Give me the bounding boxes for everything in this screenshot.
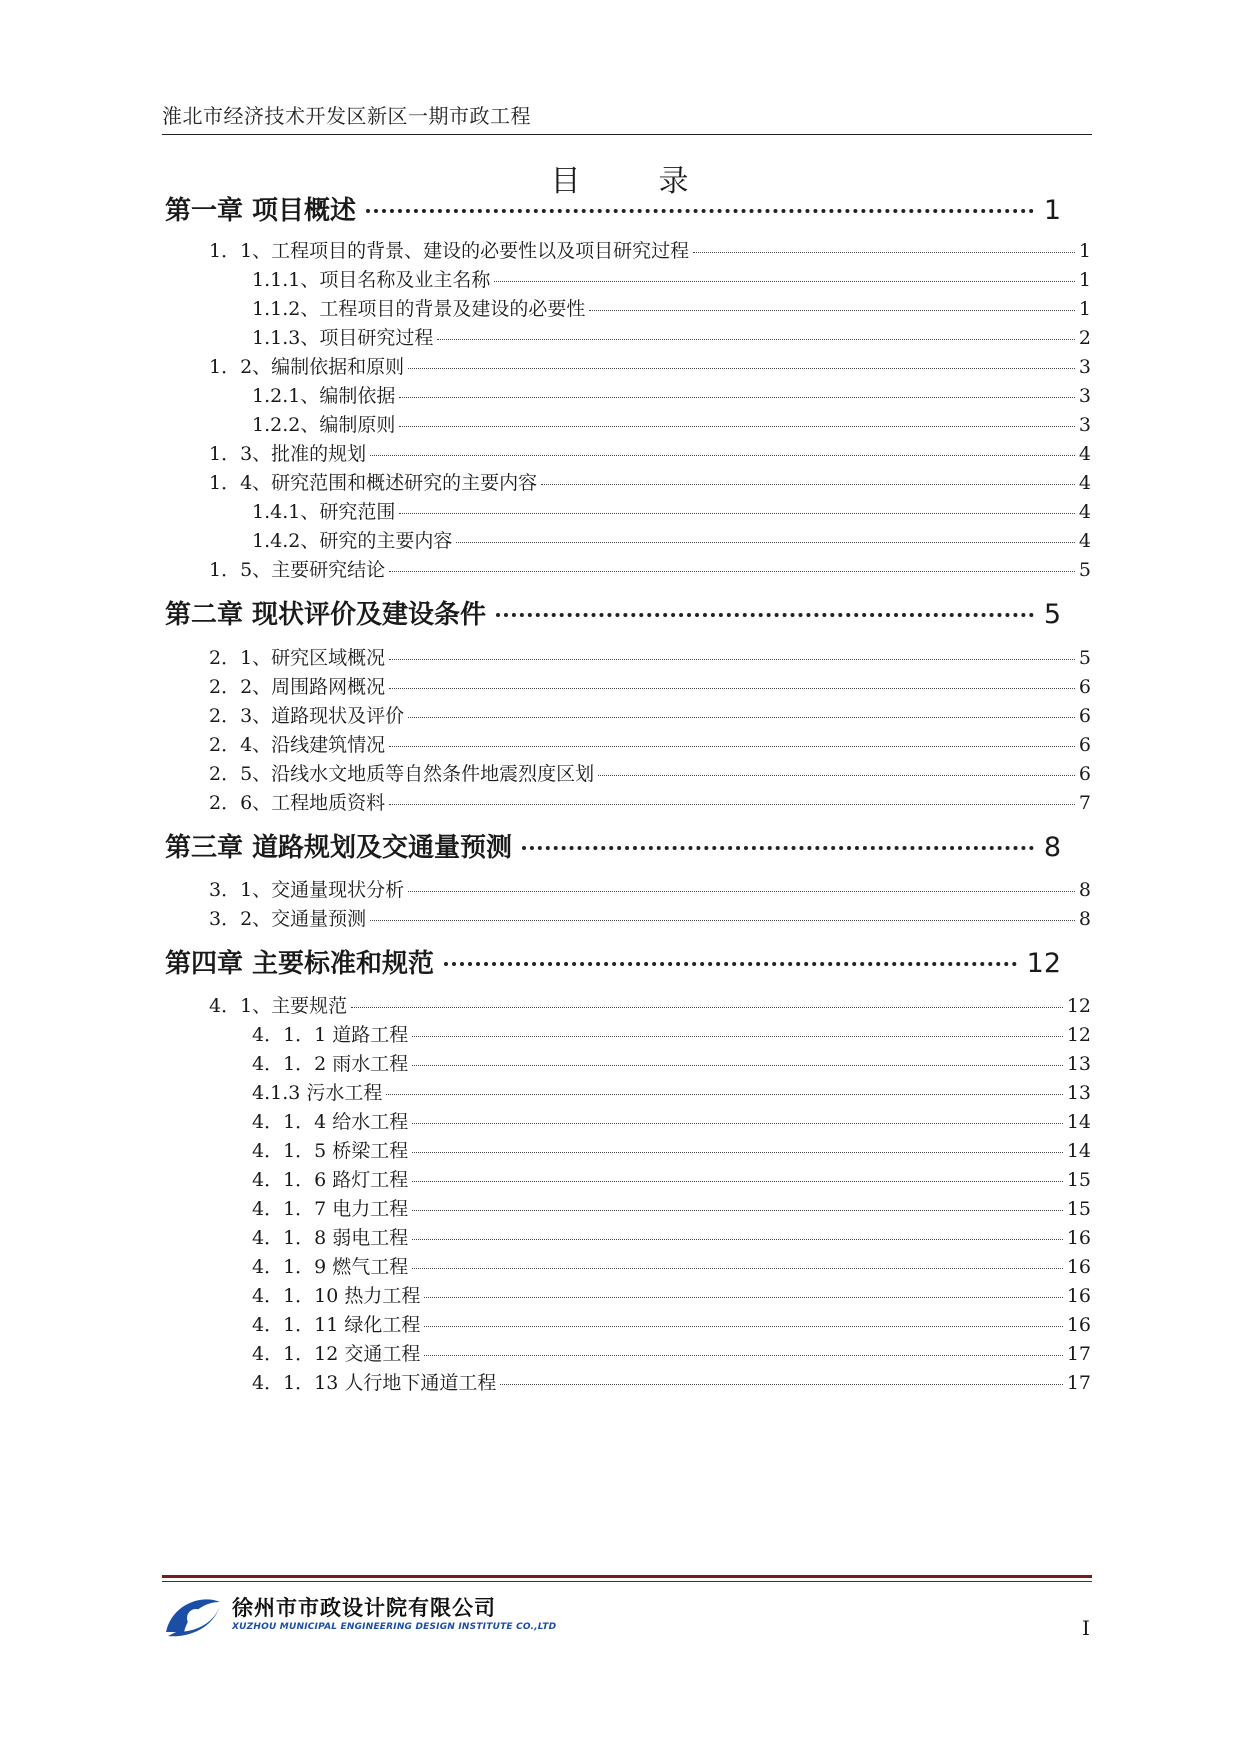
toc-entry-section[interactable] [209,788,1091,815]
toc-dot-leader [389,659,1075,660]
toc-entry-section[interactable] [209,439,1091,466]
company-name-en: XUZHOU MUNICIPAL ENGINEERING DESIGN INSTITUTE CO.,LTD [232,1622,557,1632]
toc-entry-sub[interactable] [252,1165,1091,1192]
toc-entry-section[interactable] [209,555,1091,582]
toc-dot-leader [424,1297,1062,1298]
toc-entry-page-number: 13 [1066,1082,1091,1104]
toc-entry-section[interactable] [209,730,1091,757]
page-number: I [1082,1616,1090,1640]
toc-dot-leader [412,1123,1063,1124]
toc-entry-label: 第四章 主要标准和规范 [165,949,435,979]
toc-entry-label: 1．4、研究范围和概述研究的主要内容 [209,472,538,494]
toc-entry-label: 1．2、编制依据和原则 [209,356,405,378]
toc-entry-sub[interactable] [252,265,1091,292]
toc-entry-label: 1．1、工程项目的背景、建设的必要性以及项目研究过程 [209,240,690,262]
toc-entry-page-number: 5 [1043,599,1061,630]
toc-entry-sub[interactable] [252,1049,1091,1076]
toc-dot-leader [389,688,1075,689]
toc-dot-leader [693,252,1075,253]
toc-dot-leader [496,613,1034,617]
toc-entry-sub[interactable] [252,1194,1091,1221]
footer-rule-thin [162,1581,1092,1582]
toc-entry-page-number: 14 [1066,1140,1091,1162]
toc-entry-page-number: 6 [1078,705,1091,727]
toc-entry-label: 1．5、主要研究结论 [209,559,386,581]
toc-title-char-1: 目 [550,164,583,199]
toc-entry-page-number: 13 [1066,1053,1091,1075]
toc-entry-page-number: 3 [1078,356,1091,378]
toc-dot-leader [494,281,1075,282]
toc-title-char-2: 录 [658,164,691,199]
toc-entry-page-number: 8 [1078,879,1091,901]
toc-entry-page-number: 17 [1066,1372,1091,1394]
toc-entry-page-number: 5 [1078,559,1091,581]
toc-entry-section[interactable] [209,904,1091,931]
toc-entry-section[interactable] [209,701,1091,728]
toc-entry-sub[interactable] [252,1310,1091,1337]
toc-entry-page-number: 16 [1066,1285,1091,1307]
toc-entry-page-number: 4 [1078,530,1091,552]
toc-entry-page-number: 17 [1066,1343,1091,1365]
toc-entry-label: 2．6、工程地质资料 [209,792,386,814]
toc-entry-label: 4．1．6 路灯工程 [252,1169,409,1191]
toc-entry-sub[interactable] [252,1020,1091,1047]
toc-entry-label: 4．1．9 燃气工程 [252,1256,409,1278]
toc-entry-label: 4．1．1 道路工程 [252,1024,409,1046]
toc-entry-label: 4．1．8 弱电工程 [252,1227,409,1249]
toc-entry-page-number: 15 [1066,1198,1091,1220]
toc-entry-label: 2．2、周围路网概况 [209,676,386,698]
toc-dot-leader [408,891,1075,892]
toc-dot-leader [366,209,1034,213]
toc-entry-sub[interactable] [252,294,1091,321]
toc-entry-sub[interactable] [252,1078,1091,1105]
toc-dot-leader [370,455,1075,456]
toc-dot-leader [424,1326,1062,1327]
toc-entry-sub[interactable] [252,1107,1091,1134]
toc-dot-leader [589,310,1075,311]
toc-entry-page-number: 1 [1078,269,1091,291]
toc-entry-page-number: 8 [1078,908,1091,930]
toc-entry-label: 4．1．4 给水工程 [252,1111,409,1133]
toc-entry-sub[interactable] [252,1368,1091,1395]
toc-dot-leader [351,1007,1063,1008]
xzmedi-logo-icon [162,1592,224,1640]
toc-entry-label: 4．1、主要规范 [209,995,348,1017]
toc-entry-label: 第二章 现状评价及建设条件 [165,600,487,630]
toc-entry-label: 1．3、批准的规划 [209,443,367,465]
toc-entry-sub[interactable] [252,1223,1091,1250]
toc-entry-page-number: 3 [1078,385,1091,407]
page-header-title: 淮北市经济技术开发区新区一期市政工程 [162,104,531,128]
toc-dot-leader [412,1152,1063,1153]
toc-dot-leader [598,775,1075,776]
toc-entry-chapter[interactable] [165,594,1061,631]
toc-entry-label: 3．2、交通量预测 [209,908,367,930]
toc-entry-page-number: 6 [1078,734,1091,756]
toc-dot-leader [399,397,1075,398]
toc-entry-page-number: 16 [1066,1314,1091,1336]
toc-entry-label: 1.1.2、工程项目的背景及建设的必要性 [252,298,586,320]
toc-entry-chapter[interactable] [165,827,1061,864]
toc-dot-leader [541,484,1075,485]
toc-entry-page-number: 14 [1066,1111,1091,1133]
toc-entry-page-number: 1 [1078,298,1091,320]
toc-entry-page-number: 6 [1078,763,1091,785]
toc-entry-label: 第三章 道路规划及交通量预测 [165,833,513,863]
toc-entry-label: 4．1．13 人行地下通道工程 [252,1372,497,1394]
toc-dot-leader [412,1210,1063,1211]
toc-entry-label: 4．1．2 雨水工程 [252,1053,409,1075]
toc-entry-section[interactable] [209,352,1091,379]
company-name-cn: 徐州市市政设计院有限公司 [232,1596,496,1620]
toc-dot-leader [399,426,1075,427]
toc-entry-page-number: 6 [1078,676,1091,698]
toc-entry-label: 1.4.1、研究范围 [252,501,396,523]
toc-entry-section[interactable] [209,643,1091,670]
toc-entry-section[interactable] [209,875,1091,902]
toc-entry-label: 4．1．12 交通工程 [252,1343,421,1365]
toc-entry-label: 4．1．5 桥梁工程 [252,1140,409,1162]
toc-entry-label: 1.2.1、编制依据 [252,385,396,407]
toc-dot-leader [399,513,1075,514]
footer-rule-thick [162,1575,1092,1578]
toc-entry-label: 1.4.2、研究的主要内容 [252,530,453,552]
header-rule [162,134,1092,135]
toc-entry-section[interactable] [209,672,1091,699]
toc-dot-leader [412,1036,1063,1037]
toc-dot-leader [424,1355,1062,1356]
toc-entry-page-number: 12 [1026,948,1061,979]
toc-dot-leader [412,1065,1063,1066]
toc-entry-label: 2．4、沿线建筑情况 [209,734,386,756]
toc-entry-label: 3．1、交通量现状分析 [209,879,405,901]
toc-entry-page-number: 12 [1066,1024,1091,1046]
toc-dot-leader [370,920,1075,921]
toc-entry-chapter[interactable] [165,943,1061,980]
toc-entry-label: 1.1.1、项目名称及业主名称 [252,269,491,291]
toc-dot-leader [500,1384,1062,1385]
toc-entry-label: 4.1.3 污水工程 [252,1082,383,1104]
toc-entry-sub[interactable] [252,323,1091,350]
toc-entry-page-number: 1 [1078,240,1091,262]
toc-entry-label: 4．1．7 电力工程 [252,1198,409,1220]
toc-dot-leader [456,542,1075,543]
toc-entry-label: 4．1．10 热力工程 [252,1285,421,1307]
toc-dot-leader [412,1181,1063,1182]
toc-entry-page-number: 1 [1043,195,1061,226]
toc-entry-page-number: 16 [1066,1227,1091,1249]
toc-entry-page-number: 4 [1078,472,1091,494]
toc-entry-sub[interactable] [252,1281,1091,1308]
toc-entry-page-number: 4 [1078,443,1091,465]
toc-entry-page-number: 16 [1066,1256,1091,1278]
toc-dot-leader [412,1268,1063,1269]
toc-dot-leader [389,571,1075,572]
toc-entry-sub[interactable] [252,1339,1091,1366]
toc-entry-sub[interactable] [252,497,1091,524]
toc-dot-leader [389,804,1075,805]
toc-dot-leader [386,1094,1062,1095]
toc-entry-sub[interactable] [252,1136,1091,1163]
toc-entry-page-number: 5 [1078,647,1091,669]
toc-entry-label: 2．3、道路现状及评价 [209,705,405,727]
toc-dot-leader [389,746,1075,747]
toc-entry-label: 1.1.3、项目研究过程 [252,327,434,349]
toc-entry-page-number: 15 [1066,1169,1091,1191]
toc-entry-section[interactable] [209,468,1091,495]
toc-entry-chapter[interactable] [165,190,1061,227]
toc-entry-sub[interactable] [252,526,1091,553]
toc-entry-label: 2．1、研究区域概况 [209,647,386,669]
toc-entry-page-number: 2 [1078,327,1091,349]
toc-entry-label: 1.2.2、编制原则 [252,414,396,436]
toc-entry-sub[interactable] [252,410,1091,437]
toc-dot-leader [408,717,1075,718]
toc-entry-section[interactable] [209,991,1091,1018]
toc-entry-page-number: 7 [1078,792,1091,814]
toc-dot-leader [408,368,1075,369]
toc-entry-label: 2．5、沿线水文地质等自然条件地震烈度区划 [209,763,595,785]
toc-entry-label: 4．1．11 绿化工程 [252,1314,421,1336]
toc-entry-page-number: 8 [1043,832,1061,863]
toc-dot-leader [522,846,1034,850]
toc-entry-page-number: 12 [1066,995,1091,1017]
toc-entry-section[interactable] [209,759,1091,786]
toc-entry-sub[interactable] [252,1252,1091,1279]
toc-dot-leader [437,339,1075,340]
toc-dot-leader [412,1239,1063,1240]
toc-entry-label: 第一章 项目概述 [165,196,357,226]
toc-dot-leader [444,962,1017,966]
toc-entry-page-number: 4 [1078,501,1091,523]
toc-entry-sub[interactable] [252,381,1091,408]
toc-entry-page-number: 3 [1078,414,1091,436]
toc-entry-section[interactable] [209,236,1091,263]
